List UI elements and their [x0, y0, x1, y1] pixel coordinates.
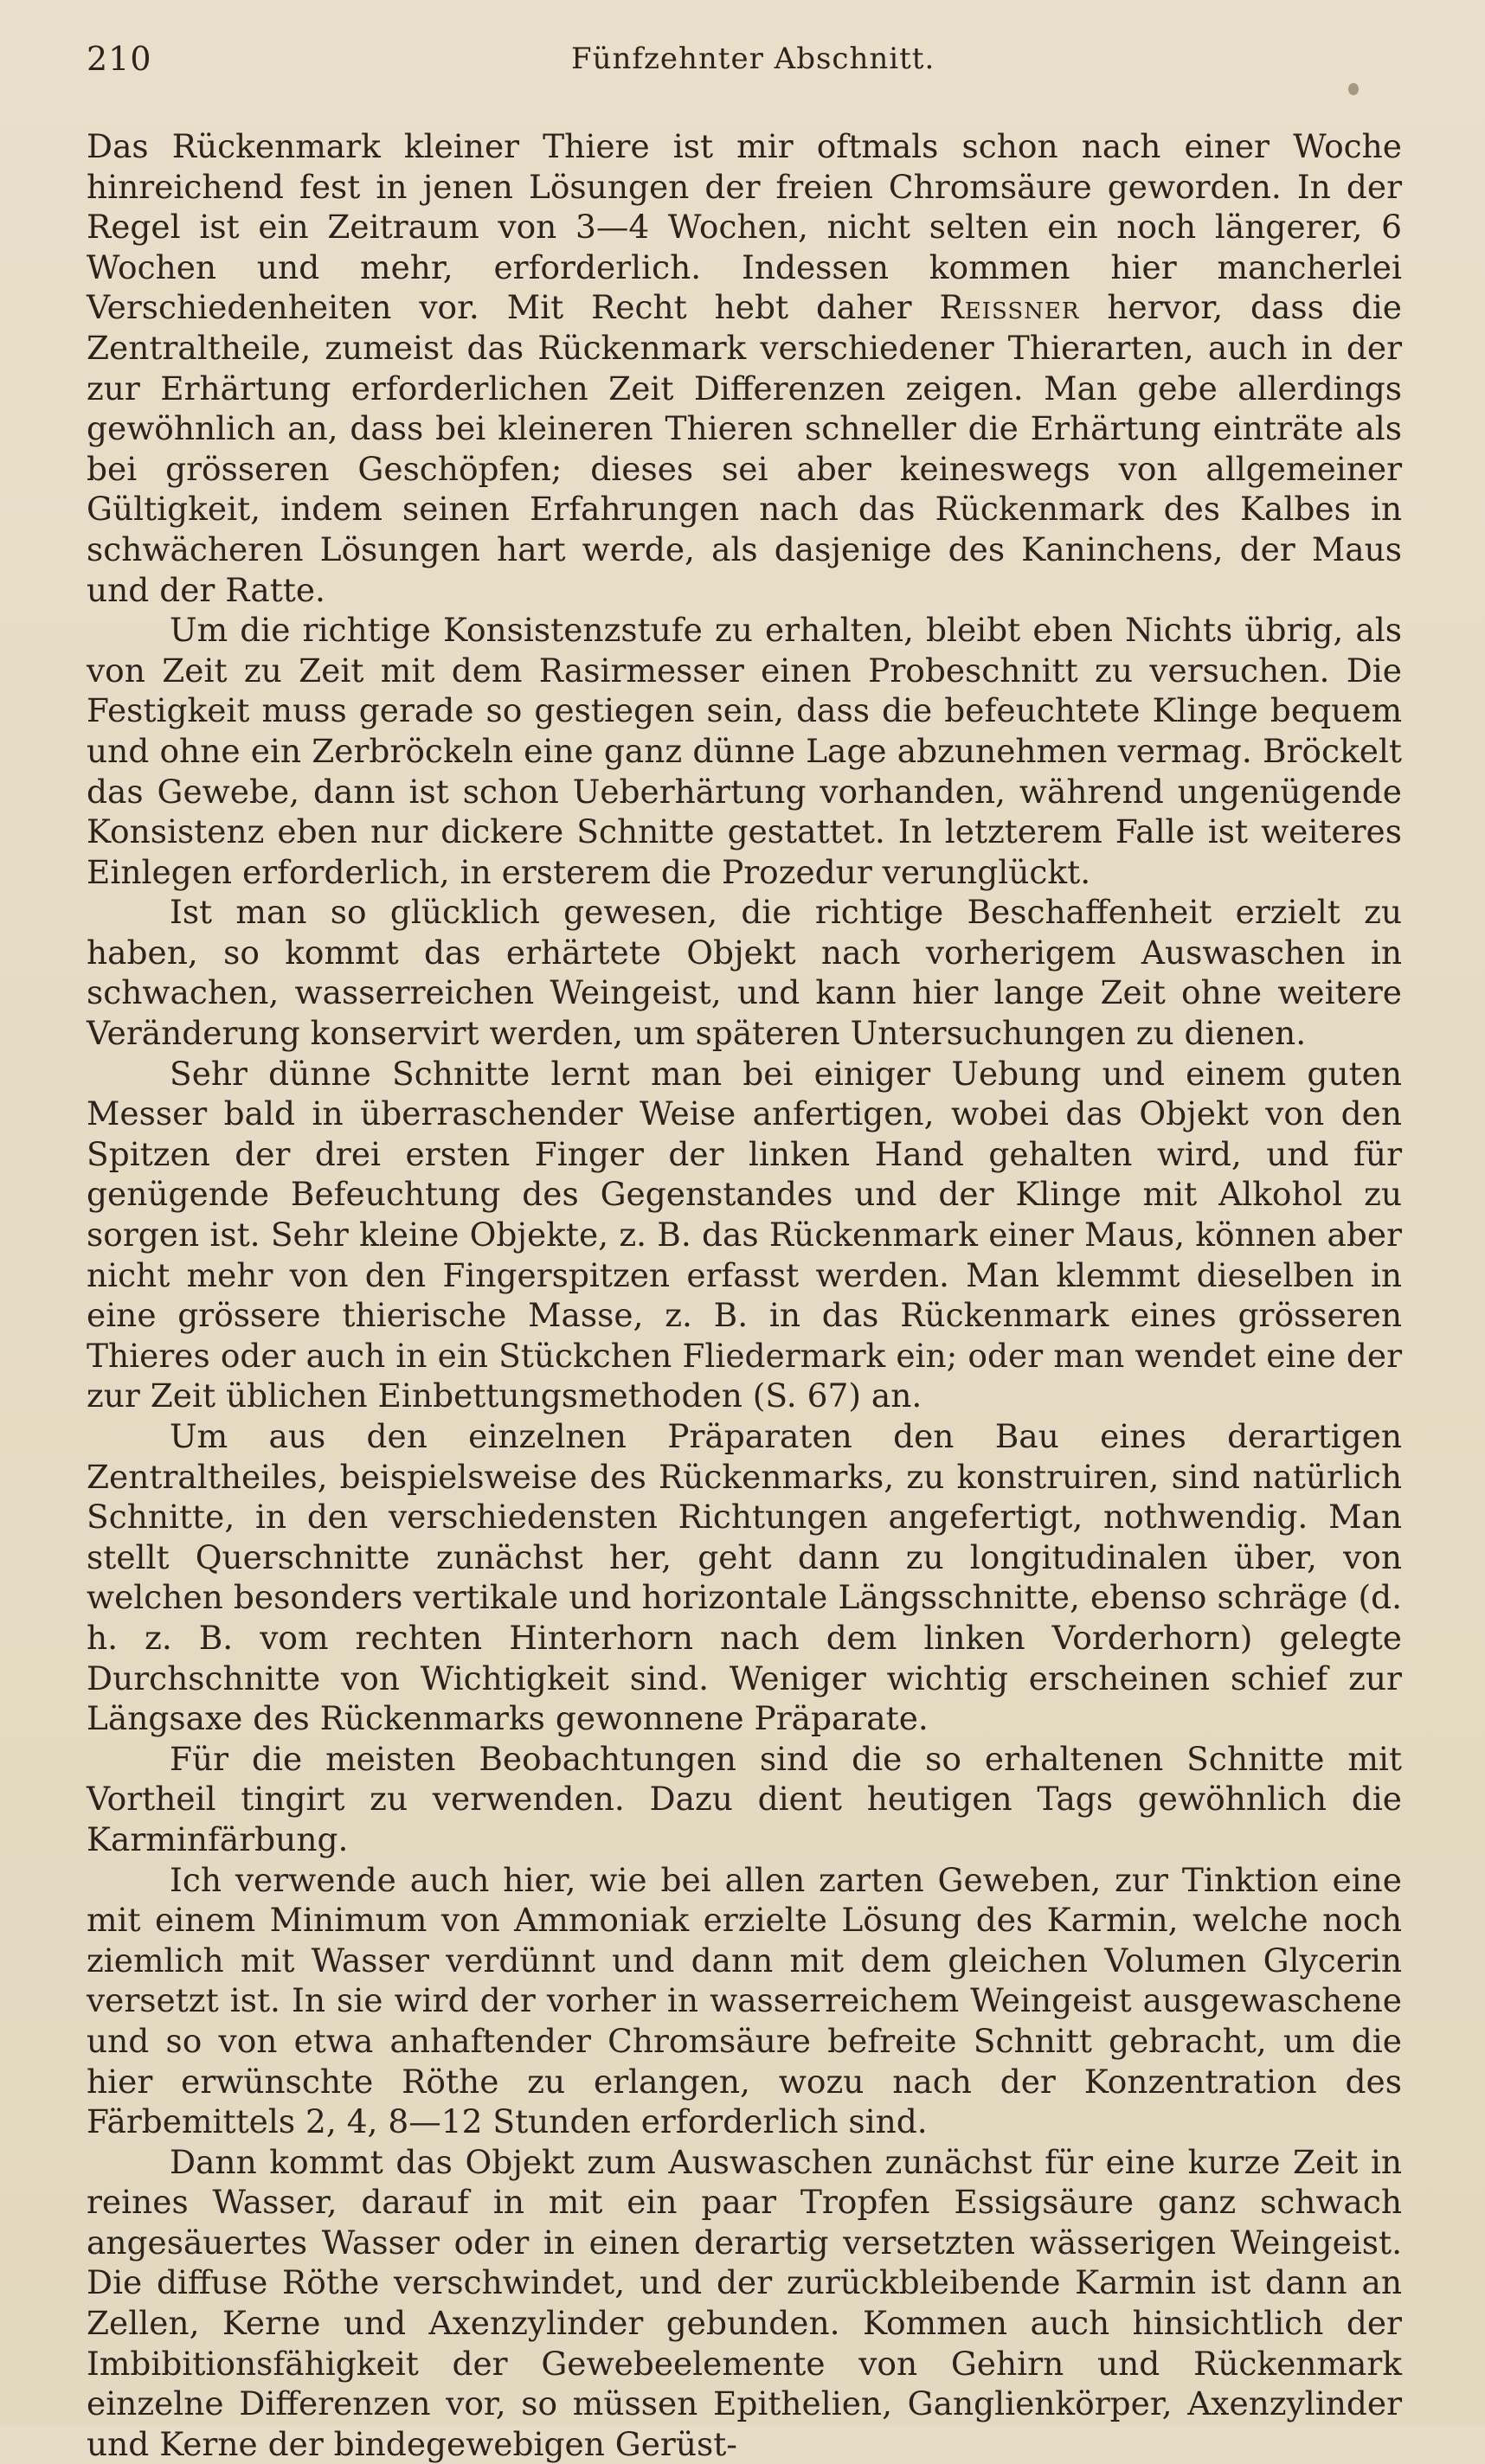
ink-speck: [1348, 83, 1359, 95]
paragraph-4: Sehr dünne Schnitte lernt man bei einiger Uebung und einem guten Messer bald in überraschender Weise anfertigen, wobei das Objekt von den Spitzen der drei ersten Finger der linken Hand gehalten wird, und für genügende Befeuchtung des Gegenstandes und der Klinge mit Alkohol zu sorgen ist. Sehr kleine Objekte, z. B. das Rückenmark einer Maus, können aber nicht mehr von den Fingerspitzen erfasst werden. Man klemmt dieselben in eine grössere thierische Masse, z. B. in das Rückenmark eines grösseren Thieres oder auch in ein Stückchen Fliedermark ein; oder man wendet eine der zur Zeit üblichen Einbettungsmethoden (S. 67) an.: [87, 1054, 1402, 1415]
paragraph-7: Ich verwende auch hier, wie bei allen zarten Geweben, zur Tinktion eine mit einem Minimum von Ammoniak erzielte Lösung des Karmin, welche noch ziemlich mit Wasser verdünnt und dann mit dem gleichen Volumen Glycerin versetzt ist. In sie wird der vorher in wasserreichem Weingeist ausgewaschene und so von etwa anhaftender Chromsäure befreite Schnitt gebracht, um die hier erwünschte Röthe zu erlangen, wozu nach der Konzentration des Färbemittels 2, 4, 8—12 Stunden erforderlich sind.: [87, 1860, 1402, 2141]
paragraph-5: Um aus den einzelnen Präparaten den Bau eines derartigen Zentraltheiles, beispielsweise des Rückenmarks, zu konstruiren, sind natürlich Schnitte, in den verschiedensten Richtungen angefertigt, nothwendig. Man stellt Querschnitte zunächst her, geht dann zu longitudinalen über, von welchen besonders vertikale und horizontale Längsschnitte, ebenso schräge (d. h. z. B. vom rechten Hinterhorn nach dem linken Vorderhorn) gelegte Durchschnitte von Wichtigkeit sind. Weniger wichtig erscheinen schief zur Längsaxe des Rückenmarks gewonnene Präparate.: [87, 1417, 1402, 1738]
page-number: 210: [87, 40, 152, 78]
paragraph-6: Für die meisten Beobachtungen sind die so erhaltenen Schnitte mit Vortheil tingirt zu verwenden. Dazu dient heutigen Tags gewöhnlich die Karminfärbung.: [87, 1739, 1402, 1858]
section-title: Fünfzehnter Abschnitt.: [571, 42, 935, 76]
paragraph-1: Das Rückenmark kleiner Thiere ist mir oftmals schon nach einer Woche hinreichend fest in jenen Lösungen der freien Chromsäure geworden. In der Regel ist ein Zeitraum von 3—4 Wochen, nicht selten ein noch längerer, 6 Wochen und mehr, erforderlich. Indessen kommen hier mancherlei Verschiedenheiten vor. Mit Recht hebt daher Reissner hervor, dass die Zentraltheile, zumeist das Rückenmark verschiedener Thierarten, auch in der zur Erhärtung erforderlichen Zeit Differenzen zeigen. Man gebe allerdings gewöhnlich an, dass bei kleineren Thieren schneller die Erhärtung einträte als bei grösseren Geschöpfen; dieses sei aber keineswegs von allgemeiner Gültigkeit, indem seinen Erfahrungen nach das Rückenmark des Kalbes in schwächeren Lösungen hart werde, als dasjenige des Kaninchens, der Maus und der Ratte.: [87, 127, 1402, 609]
author-name: Reissner: [939, 288, 1080, 327]
body-text: [87, 126, 1402, 2464]
paragraph-8: Dann kommt das Objekt zum Auswaschen zunächst für eine kurze Zeit in reines Wasser, darauf in mit ein paar Tropfen Essigsäure ganz schwach angesäuertes Wasser oder in einen derartig versetzten wässerigen Weingeist. Die diffuse Röthe verschwindet, und der zurückbleibende Karmin ist dann an Zellen, Kerne und Axenzylinder gebunden. Kommen auch hinsichtlich der Imbibitionsfähigkeit der Gewebeelemente von Gehirn und Rückenmark einzelne Differenzen vor, so müssen Epithelien, Ganglienkörper, Axenzylinder und Kerne der bindegewebigen Gerüst-: [87, 2142, 1402, 2463]
running-head: [87, 40, 1402, 92]
paragraph-2: Um die richtige Konsistenzstufe zu erhalten, bleibt eben Nichts übrig, als von Zeit zu Zeit mit dem Rasirmesser einen Probeschnitt zu versuchen. Die Festigkeit muss gerade so gestiegen sein, dass die befeuchtete Klinge bequem und ohne ein Zerbröckeln eine ganz dünne Lage abzunehmen vermag. Bröckelt das Gewebe, dann ist schon Ueberhärtung vorhanden, während ungenügende Konsistenz eben nur dickere Schnitte gestattet. In letzterem Falle ist weiteres Einlegen erforderlich, in ersterem die Prozedur verunglückt.: [87, 611, 1402, 891]
paragraph-3: Ist man so glücklich gewesen, die richtige Beschaffenheit erzielt zu haben, so kommt das erhärtete Objekt nach vorherigem Auswaschen in schwachen, wasserreichen Weingeist, und kann hier lange Zeit ohne weitere Veränderung konservirt werden, um späteren Untersuchungen zu dienen.: [87, 893, 1402, 1053]
